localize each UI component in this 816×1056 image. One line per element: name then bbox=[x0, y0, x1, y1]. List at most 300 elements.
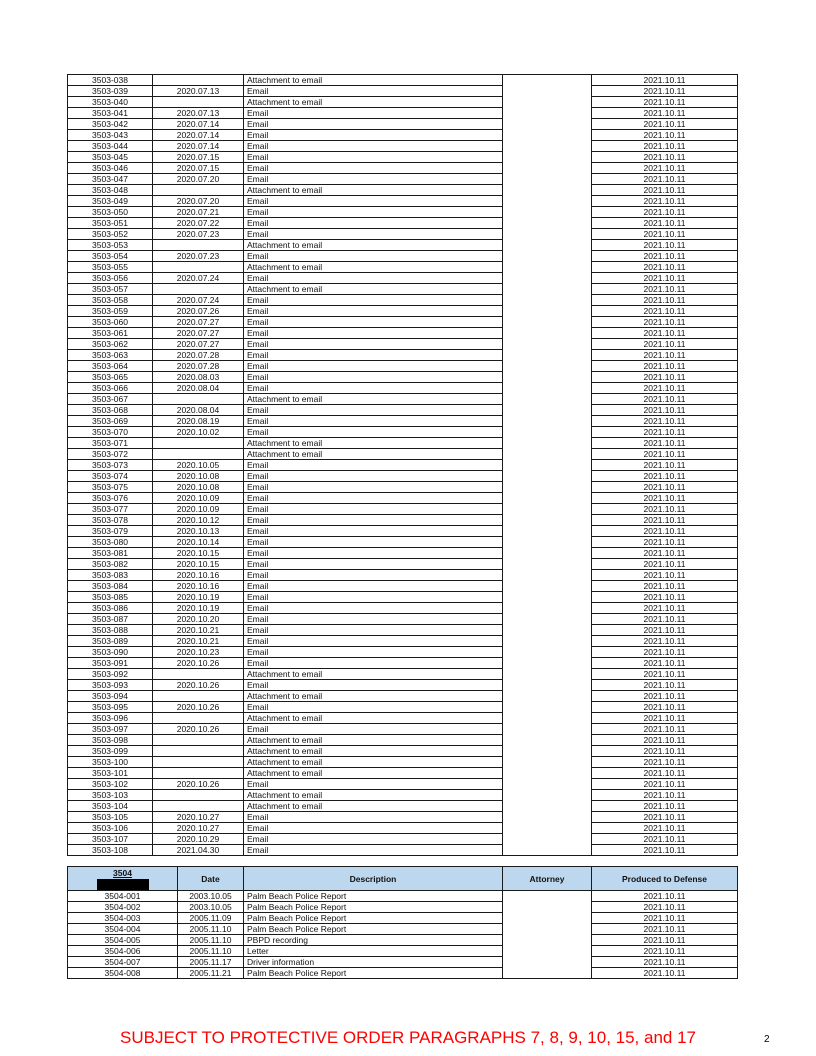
doc-id-cell: 3503-061 bbox=[68, 328, 153, 339]
produced-cell: 2021.10.11 bbox=[592, 449, 738, 460]
table-row bbox=[68, 449, 738, 460]
attorney-cell bbox=[503, 691, 592, 702]
attorney-cell bbox=[503, 262, 592, 273]
table-row bbox=[68, 845, 738, 856]
table-row bbox=[68, 636, 738, 647]
table-row bbox=[68, 946, 738, 957]
attorney-cell bbox=[503, 823, 592, 834]
doc-id-cell: 3503-104 bbox=[68, 801, 153, 812]
date-cell: 2020.07.21 bbox=[153, 207, 244, 218]
table-row bbox=[68, 416, 738, 427]
doc-id-cell: 3503-101 bbox=[68, 768, 153, 779]
produced-cell: 2021.10.11 bbox=[592, 658, 738, 669]
description-cell: Email bbox=[244, 812, 503, 823]
date-cell bbox=[153, 790, 244, 801]
attorney-cell bbox=[503, 383, 592, 394]
date-cell bbox=[153, 735, 244, 746]
protective-order-notice: SUBJECT TO PROTECTIVE ORDER PARAGRAPHS 7, 8, 9, 10, 15, and 17 bbox=[119, 1028, 696, 1047]
date-cell: 2020.10.26 bbox=[153, 779, 244, 790]
doc-id-cell: 3503-050 bbox=[68, 207, 153, 218]
description-cell: Palm Beach Police Report bbox=[244, 968, 503, 979]
table-3503-body bbox=[68, 75, 738, 856]
table-row bbox=[68, 680, 738, 691]
table-row bbox=[68, 163, 738, 174]
attorney-cell bbox=[503, 603, 592, 614]
description-cell: Email bbox=[244, 86, 503, 97]
table-row bbox=[68, 790, 738, 801]
attorney-cell bbox=[503, 97, 592, 108]
description-cell: Attachment to email bbox=[244, 97, 503, 108]
attorney-cell bbox=[503, 581, 592, 592]
description-cell: Email bbox=[244, 405, 503, 416]
produced-cell: 2021.10.11 bbox=[592, 779, 738, 790]
table-3504-header-row bbox=[68, 867, 738, 891]
table-row bbox=[68, 196, 738, 207]
description-cell: Email bbox=[244, 548, 503, 559]
date-cell: 2020.07.13 bbox=[153, 108, 244, 119]
description-cell: Palm Beach Police Report bbox=[244, 913, 503, 924]
description-cell: Email bbox=[244, 174, 503, 185]
table-row bbox=[68, 284, 738, 295]
doc-id-cell: 3504-004 bbox=[68, 924, 178, 935]
attorney-cell bbox=[503, 207, 592, 218]
attorney-cell bbox=[503, 913, 592, 924]
table-row bbox=[68, 130, 738, 141]
doc-id-cell: 3503-107 bbox=[68, 834, 153, 845]
table-row bbox=[68, 152, 738, 163]
table-row bbox=[68, 924, 738, 935]
date-cell: 2005.11.21 bbox=[178, 968, 244, 979]
attorney-cell bbox=[503, 119, 592, 130]
doc-id-cell: 3503-048 bbox=[68, 185, 153, 196]
produced-cell: 2021.10.11 bbox=[592, 757, 738, 768]
date-cell: 2020.07.26 bbox=[153, 306, 244, 317]
produced-cell: 2021.10.11 bbox=[592, 86, 738, 97]
description-cell: Attachment to email bbox=[244, 713, 503, 724]
doc-id-cell: 3503-080 bbox=[68, 537, 153, 548]
date-cell: 2005.11.17 bbox=[178, 957, 244, 968]
doc-id-cell: 3504-002 bbox=[68, 902, 178, 913]
header-cell-attorney: Attorney bbox=[503, 867, 592, 891]
description-cell: Attachment to email bbox=[244, 185, 503, 196]
header-cell-produced: Produced to Defense bbox=[592, 867, 738, 891]
attorney-cell bbox=[503, 625, 592, 636]
table-row bbox=[68, 669, 738, 680]
table-row bbox=[68, 801, 738, 812]
table-row bbox=[68, 504, 738, 515]
date-cell: 2020.10.26 bbox=[153, 658, 244, 669]
date-cell: 2020.07.20 bbox=[153, 196, 244, 207]
date-cell: 2020.10.20 bbox=[153, 614, 244, 625]
attorney-cell bbox=[503, 493, 592, 504]
table-row bbox=[68, 625, 738, 636]
description-cell: Attachment to email bbox=[244, 669, 503, 680]
doc-id-cell: 3503-089 bbox=[68, 636, 153, 647]
description-cell: Attachment to email bbox=[244, 790, 503, 801]
exhibit-table-3504 bbox=[67, 866, 738, 979]
produced-cell: 2021.10.11 bbox=[592, 361, 738, 372]
doc-id-cell: 3503-042 bbox=[68, 119, 153, 130]
doc-id-cell: 3503-054 bbox=[68, 251, 153, 262]
description-cell: Email bbox=[244, 614, 503, 625]
doc-id-cell: 3503-045 bbox=[68, 152, 153, 163]
description-cell: Email bbox=[244, 680, 503, 691]
date-cell: 2020.08.19 bbox=[153, 416, 244, 427]
date-cell: 2020.10.05 bbox=[153, 460, 244, 471]
doc-id-cell: 3503-095 bbox=[68, 702, 153, 713]
produced-cell: 2021.10.11 bbox=[592, 957, 738, 968]
produced-cell: 2021.10.11 bbox=[592, 570, 738, 581]
doc-id-cell: 3503-060 bbox=[68, 317, 153, 328]
attorney-cell bbox=[503, 86, 592, 97]
attorney-cell bbox=[503, 614, 592, 625]
attorney-cell bbox=[503, 669, 592, 680]
table-row bbox=[68, 713, 738, 724]
produced-cell: 2021.10.11 bbox=[592, 383, 738, 394]
description-cell: Email bbox=[244, 482, 503, 493]
header-cell-date: Date bbox=[178, 867, 244, 891]
date-cell: 2020.07.15 bbox=[153, 163, 244, 174]
doc-id-cell: 3503-073 bbox=[68, 460, 153, 471]
date-cell: 2020.10.09 bbox=[153, 493, 244, 504]
attorney-cell bbox=[503, 482, 592, 493]
doc-id-cell: 3503-051 bbox=[68, 218, 153, 229]
date-cell: 2020.10.21 bbox=[153, 625, 244, 636]
date-cell: 2020.08.04 bbox=[153, 383, 244, 394]
produced-cell: 2021.10.11 bbox=[592, 108, 738, 119]
attorney-cell bbox=[503, 515, 592, 526]
attorney-cell bbox=[503, 779, 592, 790]
produced-cell: 2021.10.11 bbox=[592, 946, 738, 957]
produced-cell: 2021.10.11 bbox=[592, 691, 738, 702]
produced-cell: 2021.10.11 bbox=[592, 306, 738, 317]
produced-cell: 2021.10.11 bbox=[592, 229, 738, 240]
doc-id-cell: 3503-096 bbox=[68, 713, 153, 724]
attorney-cell bbox=[503, 361, 592, 372]
table-row bbox=[68, 86, 738, 97]
description-cell: Email bbox=[244, 625, 503, 636]
table-row bbox=[68, 207, 738, 218]
attorney-cell bbox=[503, 141, 592, 152]
date-cell: 2020.07.15 bbox=[153, 152, 244, 163]
description-cell: Email bbox=[244, 537, 503, 548]
date-cell bbox=[153, 768, 244, 779]
table-row bbox=[68, 350, 738, 361]
description-cell: Attachment to email bbox=[244, 449, 503, 460]
description-cell: Email bbox=[244, 119, 503, 130]
attorney-cell bbox=[503, 108, 592, 119]
doc-id-cell: 3504-005 bbox=[68, 935, 178, 946]
exhibit-table-3503 bbox=[67, 74, 738, 856]
doc-id-cell: 3503-084 bbox=[68, 581, 153, 592]
produced-cell: 2021.10.11 bbox=[592, 548, 738, 559]
produced-cell: 2021.10.11 bbox=[592, 240, 738, 251]
table-row bbox=[68, 768, 738, 779]
date-cell: 2003.10.05 bbox=[178, 902, 244, 913]
date-cell: 2020.10.14 bbox=[153, 537, 244, 548]
produced-cell: 2021.10.11 bbox=[592, 559, 738, 570]
description-cell: Email bbox=[244, 229, 503, 240]
produced-cell: 2021.10.11 bbox=[592, 504, 738, 515]
table-row bbox=[68, 548, 738, 559]
date-cell bbox=[153, 97, 244, 108]
produced-cell: 2021.10.11 bbox=[592, 317, 738, 328]
description-cell: Email bbox=[244, 779, 503, 790]
produced-cell: 2021.10.11 bbox=[592, 913, 738, 924]
produced-cell: 2021.10.11 bbox=[592, 163, 738, 174]
doc-id-cell: 3503-071 bbox=[68, 438, 153, 449]
table-row bbox=[68, 957, 738, 968]
table-row bbox=[68, 108, 738, 119]
description-cell: Email bbox=[244, 361, 503, 372]
description-cell: Email bbox=[244, 845, 503, 856]
description-cell: Email bbox=[244, 163, 503, 174]
table-row bbox=[68, 702, 738, 713]
doc-id-cell: 3503-070 bbox=[68, 427, 153, 438]
table-row bbox=[68, 526, 738, 537]
attorney-cell bbox=[503, 174, 592, 185]
date-cell bbox=[153, 185, 244, 196]
attorney-cell bbox=[503, 372, 592, 383]
table-row bbox=[68, 658, 738, 669]
produced-cell: 2021.10.11 bbox=[592, 647, 738, 658]
doc-id-cell: 3504-008 bbox=[68, 968, 178, 979]
date-cell: 2020.10.26 bbox=[153, 680, 244, 691]
table-row bbox=[68, 427, 738, 438]
table-row bbox=[68, 295, 738, 306]
produced-cell: 2021.10.11 bbox=[592, 735, 738, 746]
attorney-cell bbox=[503, 713, 592, 724]
description-cell: Email bbox=[244, 196, 503, 207]
page-number: 2 bbox=[764, 1034, 770, 1045]
doc-id-cell: 3503-063 bbox=[68, 350, 153, 361]
table-row bbox=[68, 405, 738, 416]
description-cell: Email bbox=[244, 504, 503, 515]
table-row bbox=[68, 968, 738, 979]
table-row bbox=[68, 97, 738, 108]
description-cell: Email bbox=[244, 273, 503, 284]
produced-cell: 2021.10.11 bbox=[592, 924, 738, 935]
doc-id-cell: 3504-006 bbox=[68, 946, 178, 957]
table-row bbox=[68, 262, 738, 273]
table-row bbox=[68, 691, 738, 702]
table-row bbox=[68, 581, 738, 592]
attorney-cell bbox=[503, 504, 592, 515]
attorney-cell bbox=[503, 229, 592, 240]
description-cell: Attachment to email bbox=[244, 438, 503, 449]
attorney-cell bbox=[503, 592, 592, 603]
table-row bbox=[68, 592, 738, 603]
produced-cell: 2021.10.11 bbox=[592, 460, 738, 471]
table-row bbox=[68, 273, 738, 284]
date-cell: 2020.10.21 bbox=[153, 636, 244, 647]
attorney-cell bbox=[503, 559, 592, 570]
doc-id-cell: 3503-047 bbox=[68, 174, 153, 185]
produced-cell: 2021.10.11 bbox=[592, 328, 738, 339]
produced-cell: 2021.10.11 bbox=[592, 823, 738, 834]
table-row bbox=[68, 537, 738, 548]
attorney-cell bbox=[503, 735, 592, 746]
doc-id-cell: 3503-105 bbox=[68, 812, 153, 823]
table-row bbox=[68, 394, 738, 405]
header-cell-exhibit-number bbox=[68, 867, 178, 891]
description-cell: Email bbox=[244, 493, 503, 504]
date-cell bbox=[153, 713, 244, 724]
date-cell: 2020.07.22 bbox=[153, 218, 244, 229]
attorney-cell bbox=[503, 328, 592, 339]
attorney-cell bbox=[503, 548, 592, 559]
attorney-cell bbox=[503, 935, 592, 946]
produced-cell: 2021.10.11 bbox=[592, 339, 738, 350]
table-row bbox=[68, 891, 738, 902]
date-cell: 2003.10.05 bbox=[178, 891, 244, 902]
doc-id-cell: 3503-059 bbox=[68, 306, 153, 317]
attorney-cell bbox=[503, 636, 592, 647]
doc-id-cell: 3503-067 bbox=[68, 394, 153, 405]
produced-cell: 2021.10.11 bbox=[592, 537, 738, 548]
doc-id-cell: 3503-092 bbox=[68, 669, 153, 680]
attorney-cell bbox=[503, 317, 592, 328]
date-cell: 2020.07.20 bbox=[153, 174, 244, 185]
date-cell: 2020.08.03 bbox=[153, 372, 244, 383]
description-cell: Email bbox=[244, 130, 503, 141]
produced-cell: 2021.10.11 bbox=[592, 273, 738, 284]
attorney-cell bbox=[503, 416, 592, 427]
produced-cell: 2021.10.11 bbox=[592, 251, 738, 262]
attorney-cell bbox=[503, 394, 592, 405]
attorney-cell bbox=[503, 163, 592, 174]
description-cell: Email bbox=[244, 295, 503, 306]
doc-id-cell: 3503-040 bbox=[68, 97, 153, 108]
date-cell: 2020.10.26 bbox=[153, 724, 244, 735]
date-cell: 2020.10.23 bbox=[153, 647, 244, 658]
description-cell: Email bbox=[244, 515, 503, 526]
doc-id-cell: 3503-097 bbox=[68, 724, 153, 735]
doc-id-cell: 3503-055 bbox=[68, 262, 153, 273]
doc-id-cell: 3503-081 bbox=[68, 548, 153, 559]
table-row bbox=[68, 834, 738, 845]
attorney-cell bbox=[503, 757, 592, 768]
produced-cell: 2021.10.11 bbox=[592, 581, 738, 592]
date-cell: 2020.07.27 bbox=[153, 317, 244, 328]
table-row bbox=[68, 174, 738, 185]
date-cell: 2020.10.09 bbox=[153, 504, 244, 515]
table-row bbox=[68, 471, 738, 482]
doc-id-cell: 3503-082 bbox=[68, 559, 153, 570]
produced-cell: 2021.10.11 bbox=[592, 702, 738, 713]
attorney-cell bbox=[503, 273, 592, 284]
date-cell: 2020.10.13 bbox=[153, 526, 244, 537]
doc-id-cell: 3503-039 bbox=[68, 86, 153, 97]
date-cell: 2020.10.19 bbox=[153, 592, 244, 603]
description-cell: Email bbox=[244, 251, 503, 262]
table-row bbox=[68, 570, 738, 581]
produced-cell: 2021.10.11 bbox=[592, 669, 738, 680]
date-cell bbox=[153, 240, 244, 251]
date-cell: 2020.10.15 bbox=[153, 559, 244, 570]
doc-id-cell: 3503-087 bbox=[68, 614, 153, 625]
attorney-cell bbox=[503, 924, 592, 935]
description-cell: Email bbox=[244, 460, 503, 471]
table-row bbox=[68, 913, 738, 924]
attorney-cell bbox=[503, 702, 592, 713]
produced-cell: 2021.10.11 bbox=[592, 845, 738, 856]
date-cell: 2020.07.14 bbox=[153, 119, 244, 130]
attorney-cell bbox=[503, 218, 592, 229]
table-row bbox=[68, 746, 738, 757]
table-row bbox=[68, 779, 738, 790]
table-row bbox=[68, 812, 738, 823]
date-cell bbox=[153, 75, 244, 86]
doc-id-cell: 3503-044 bbox=[68, 141, 153, 152]
date-cell bbox=[153, 669, 244, 680]
doc-id-cell: 3503-041 bbox=[68, 108, 153, 119]
attorney-cell bbox=[503, 570, 592, 581]
doc-id-cell: 3503-085 bbox=[68, 592, 153, 603]
date-cell bbox=[153, 801, 244, 812]
date-cell bbox=[153, 438, 244, 449]
doc-id-cell: 3503-079 bbox=[68, 526, 153, 537]
table-row bbox=[68, 493, 738, 504]
table-row bbox=[68, 372, 738, 383]
doc-id-cell: 3504-007 bbox=[68, 957, 178, 968]
description-cell: Email bbox=[244, 724, 503, 735]
attorney-cell bbox=[503, 306, 592, 317]
produced-cell: 2021.10.11 bbox=[592, 119, 738, 130]
date-cell: 2020.10.16 bbox=[153, 570, 244, 581]
date-cell: 2020.07.23 bbox=[153, 251, 244, 262]
description-cell: Email bbox=[244, 218, 503, 229]
description-cell: Email bbox=[244, 372, 503, 383]
attorney-cell bbox=[503, 647, 592, 658]
produced-cell: 2021.10.11 bbox=[592, 207, 738, 218]
description-cell: Attachment to email bbox=[244, 75, 503, 86]
attorney-cell bbox=[503, 946, 592, 957]
produced-cell: 2021.10.11 bbox=[592, 394, 738, 405]
attorney-cell bbox=[503, 680, 592, 691]
doc-id-cell: 3503-058 bbox=[68, 295, 153, 306]
table-row bbox=[68, 328, 738, 339]
description-cell: Attachment to email bbox=[244, 768, 503, 779]
date-cell: 2005.11.10 bbox=[178, 935, 244, 946]
table-row bbox=[68, 251, 738, 262]
description-cell: Attachment to email bbox=[244, 240, 503, 251]
produced-cell: 2021.10.11 bbox=[592, 141, 738, 152]
produced-cell: 2021.10.11 bbox=[592, 636, 738, 647]
date-cell: 2020.10.19 bbox=[153, 603, 244, 614]
redaction-box bbox=[97, 879, 149, 890]
table-row bbox=[68, 438, 738, 449]
doc-id-cell: 3503-062 bbox=[68, 339, 153, 350]
doc-id-cell: 3503-066 bbox=[68, 383, 153, 394]
doc-id-cell: 3504-003 bbox=[68, 913, 178, 924]
doc-id-cell: 3503-108 bbox=[68, 845, 153, 856]
produced-cell: 2021.10.11 bbox=[592, 801, 738, 812]
description-cell: Attachment to email bbox=[244, 746, 503, 757]
produced-cell: 2021.10.11 bbox=[592, 902, 738, 913]
attorney-cell bbox=[503, 449, 592, 460]
description-cell: Email bbox=[244, 427, 503, 438]
produced-cell: 2021.10.11 bbox=[592, 130, 738, 141]
date-cell: 2020.10.08 bbox=[153, 482, 244, 493]
description-cell: Letter bbox=[244, 946, 503, 957]
produced-cell: 2021.10.11 bbox=[592, 724, 738, 735]
description-cell: Attachment to email bbox=[244, 394, 503, 405]
attorney-cell bbox=[503, 526, 592, 537]
doc-id-cell: 3503-046 bbox=[68, 163, 153, 174]
produced-cell: 2021.10.11 bbox=[592, 746, 738, 757]
produced-cell: 2021.10.11 bbox=[592, 152, 738, 163]
